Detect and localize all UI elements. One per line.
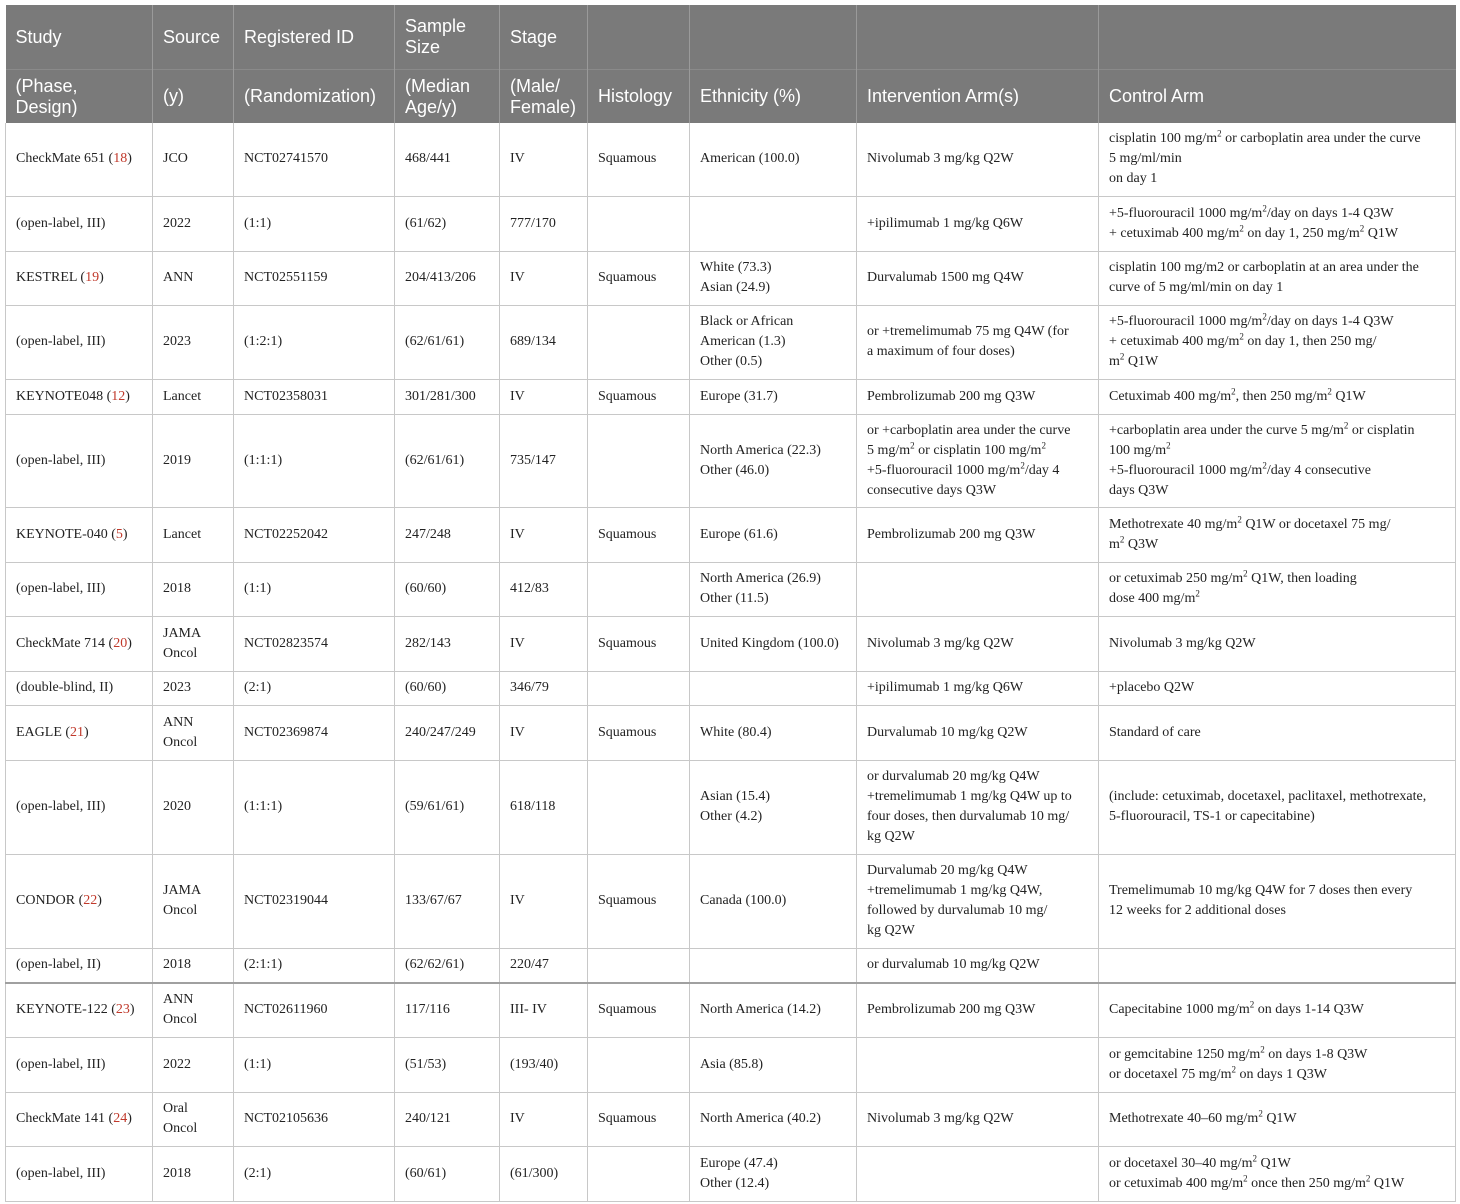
cell-stage: III- IV — [500, 983, 588, 1037]
cell-source: 2020 — [153, 760, 234, 854]
cell-registered-id: NCT02823574 — [234, 616, 395, 671]
table-row — [6, 1092, 1456, 1146]
reference-link[interactable]: 12 — [111, 388, 126, 404]
table-header — [6, 5, 1456, 123]
cell-intervention-arm: or durvalumab 20 mg/kg Q4W +tremelimumab 1 mg/kg Q4W up to four doses, then durvalumab 10 mg/ kg Q2W — [857, 760, 1099, 854]
cell-control-arm: (include: cetuximab, docetaxel, paclitaxel, methotrexate, 5-fluorouracil, TS-1 or capecitabine) — [1099, 760, 1456, 854]
cell-study: CheckMate 141 (24) — [6, 1092, 153, 1146]
cell-control-arm: or gemcitabine 1250 $mg/m^2$ on days 1-8 Q3W or docetaxel 75 $mg/m^2$ on days 1 Q3W — [1099, 1037, 1456, 1092]
cell-intervention-arm: Pembrolizumab 200 mg Q3W — [857, 507, 1099, 562]
cell-sample-size: 282/143 — [395, 616, 500, 671]
cell-intervention-arm: +ipilimumab 1 mg/kg Q6W — [857, 196, 1099, 251]
trials-table — [5, 5, 1456, 1202]
cell-study: KEYNOTE048 (12) — [6, 379, 153, 414]
cell-control-arm: Tremelimumab 10 mg/kg Q4W for 7 doses then every 12 weeks for 2 additional doses — [1099, 854, 1456, 948]
header-year: (y) — [153, 70, 234, 124]
cell-ethnicity: White (80.4) — [690, 705, 857, 760]
cell-study: CheckMate 651 (18) — [6, 123, 153, 196]
cell-control-arm: cisplatin 100 $mg/m^2$ or carboplatin area under the curve 5 mg/ml/min on day 1 — [1099, 123, 1456, 196]
cell-ethnicity: North America (14.2) — [690, 983, 857, 1037]
cell-sample-size: 301/281/300 — [395, 379, 500, 414]
table-row — [6, 562, 1456, 616]
cell-intervention-arm — [857, 562, 1099, 616]
cell-sample-size: (51/53) — [395, 1037, 500, 1092]
cell-source: Oral Oncol — [153, 1092, 234, 1146]
cell-stage: IV — [500, 854, 588, 948]
cell-ethnicity: American (100.0) — [690, 123, 857, 196]
cell-ethnicity: Europe (31.7) — [690, 379, 857, 414]
cell-control-arm: +carboplatin area under the curve 5 $mg/m^2$ or cisplatin 100 $mg/m^2$ +5-fluorouracil 1000 $mg/m^2$/day 4 consecutive days Q3W — [1099, 414, 1456, 507]
cell-control-arm: +5-fluorouracil 1000 $mg/m^2$/day on days 1-4 Q3W + cetuximab 400 $mg/m^2$ on day 1, then 250 mg/ $m^2$ Q1W — [1099, 305, 1456, 379]
table-row — [6, 1037, 1456, 1092]
cell-intervention-arm: Pembrolizumab 200 mg Q3W — [857, 379, 1099, 414]
header-stage: Stage — [500, 5, 588, 70]
cell-source: 2023 — [153, 671, 234, 705]
cell-control-arm: Nivolumab 3 mg/kg Q2W — [1099, 616, 1456, 671]
cell-study: (open-label, III) — [6, 1037, 153, 1092]
cell-study: (double-blind, II) — [6, 671, 153, 705]
header-empty — [1099, 5, 1456, 70]
cell-ethnicity: Europe (61.6) — [690, 507, 857, 562]
cell-registered-id: (1:1:1) — [234, 760, 395, 854]
cell-ethnicity: Asian (15.4) Other (4.2) — [690, 760, 857, 854]
cell-histology — [588, 760, 690, 854]
cell-histology: Squamous — [588, 705, 690, 760]
cell-stage: IV — [500, 616, 588, 671]
reference-link[interactable]: 21 — [70, 724, 85, 740]
cell-stage: IV — [500, 1092, 588, 1146]
cell-intervention-arm: +ipilimumab 1 mg/kg Q6W — [857, 671, 1099, 705]
cell-study: KEYNOTE-122 (23) — [6, 983, 153, 1037]
reference-link[interactable]: 22 — [83, 893, 98, 908]
header-intervention-arms: Intervention Arm(s) — [857, 70, 1099, 124]
cell-sample-size: (61/62) — [395, 196, 500, 251]
cell-sample-size: 468/441 — [395, 123, 500, 196]
reference-link[interactable]: 20 — [113, 635, 128, 651]
cell-sample-size: 240/247/249 — [395, 705, 500, 760]
cell-registered-id: (1:1:1) — [234, 414, 395, 507]
cell-study: KESTREL (19) — [6, 251, 153, 305]
table-body — [6, 123, 1456, 1201]
cell-control-arm: cisplatin 100 mg/m2 or carboplatin at an area under the curve of 5 mg/ml/min on day 1 — [1099, 251, 1456, 305]
cell-ethnicity: North America (22.3) Other (46.0) — [690, 414, 857, 507]
cell-histology: Squamous — [588, 251, 690, 305]
cell-registered-id: NCT02358031 — [234, 379, 395, 414]
cell-control-arm: Methotrexate 40–60 $mg/m^2$ Q1W — [1099, 1092, 1456, 1146]
cell-sample-size: (59/61/61) — [395, 760, 500, 854]
table-row — [6, 305, 1456, 379]
table-row — [6, 854, 1456, 948]
cell-control-arm: or cetuximab 250 $mg/m^2$ Q1W, then loading dose 400 $mg/m^2$ — [1099, 562, 1456, 616]
cell-intervention-arm: Durvalumab 1500 mg Q4W — [857, 251, 1099, 305]
cell-sample-size: 117/116 — [395, 983, 500, 1037]
table-row — [6, 379, 1456, 414]
cell-registered-id: (2:1) — [234, 671, 395, 705]
table-row — [6, 196, 1456, 251]
reference-link[interactable]: 18 — [113, 151, 128, 167]
cell-source: Lancet — [153, 507, 234, 562]
cell-stage: 689/134 — [500, 305, 588, 379]
cell-control-arm: Standard of care — [1099, 705, 1456, 760]
cell-histology — [588, 305, 690, 379]
cell-source: ANN Oncol — [153, 983, 234, 1037]
cell-source: JAMA Oncol — [153, 854, 234, 948]
table-row — [6, 760, 1456, 854]
header-ethnicity: Ethnicity (%) — [690, 70, 857, 124]
cell-sample-size: (60/60) — [395, 562, 500, 616]
reference-link[interactable]: 23 — [115, 1002, 130, 1018]
cell-stage: 220/47 — [500, 948, 588, 983]
reference-link[interactable]: 5 — [115, 526, 123, 542]
cell-histology — [588, 948, 690, 983]
cell-stage: (61/300) — [500, 1146, 588, 1201]
cell-intervention-arm — [857, 1146, 1099, 1201]
cell-sample-size: (60/61) — [395, 1146, 500, 1201]
cell-stage: 412/83 — [500, 562, 588, 616]
cell-intervention-arm — [857, 1037, 1099, 1092]
cell-intervention-arm: or durvalumab 10 mg/kg Q2W — [857, 948, 1099, 983]
cell-ethnicity — [690, 196, 857, 251]
table-row — [6, 123, 1456, 196]
cell-stage: IV — [500, 379, 588, 414]
cell-study: CONDOR (22) — [6, 854, 153, 948]
cell-ethnicity: Europe (47.4) Other (12.4) — [690, 1146, 857, 1201]
cell-registered-id: (1:2:1) — [234, 305, 395, 379]
cell-sample-size: (62/61/61) — [395, 414, 500, 507]
cell-sample-size: (60/60) — [395, 671, 500, 705]
cell-sample-size: 240/121 — [395, 1092, 500, 1146]
cell-registered-id: NCT02105636 — [234, 1092, 395, 1146]
header-median-age: (Median Age/y) — [395, 70, 500, 124]
cell-study: EAGLE (21) — [6, 705, 153, 760]
cell-sample-size: 247/248 — [395, 507, 500, 562]
cell-histology: Squamous — [588, 1092, 690, 1146]
table-row — [6, 1146, 1456, 1201]
cell-stage: IV — [500, 507, 588, 562]
cell-registered-id: NCT02611960 — [234, 983, 395, 1037]
header-registered-id: Registered ID — [234, 5, 395, 70]
cell-intervention-arm: Nivolumab 3 mg/kg Q2W — [857, 1092, 1099, 1146]
cell-control-arm: +placebo Q2W — [1099, 671, 1456, 705]
cell-intervention-arm: Pembrolizumab 200 mg Q3W — [857, 983, 1099, 1037]
cell-registered-id: (1:1) — [234, 196, 395, 251]
cell-study: (open-label, III) — [6, 1146, 153, 1201]
cell-intervention-arm: or +tremelimumab 75 mg Q4W (for a maximum of four doses) — [857, 305, 1099, 379]
cell-study: CheckMate 714 (20) — [6, 616, 153, 671]
cell-ethnicity — [690, 948, 857, 983]
header-empty — [588, 5, 690, 70]
cell-source: 2018 — [153, 948, 234, 983]
reference-link[interactable]: 19 — [85, 270, 100, 285]
table-row — [6, 948, 1456, 983]
cell-control-arm — [1099, 948, 1456, 983]
cell-stage: IV — [500, 123, 588, 196]
cell-registered-id: NCT02252042 — [234, 507, 395, 562]
table-row — [6, 616, 1456, 671]
header-control-arm: Control Arm — [1099, 70, 1456, 124]
cell-ethnicity: United Kingdom (100.0) — [690, 616, 857, 671]
cell-registered-id: (2:1:1) — [234, 948, 395, 983]
cell-ethnicity: Asia (85.8) — [690, 1037, 857, 1092]
cell-histology — [588, 196, 690, 251]
cell-histology — [588, 1037, 690, 1092]
cell-histology — [588, 671, 690, 705]
cell-source: 2022 — [153, 196, 234, 251]
cell-stage: 777/170 — [500, 196, 588, 251]
cell-source: ANN Oncol — [153, 705, 234, 760]
cell-intervention-arm: Durvalumab 10 mg/kg Q2W — [857, 705, 1099, 760]
cell-source: JAMA Oncol — [153, 616, 234, 671]
cell-histology — [588, 414, 690, 507]
cell-ethnicity: North America (40.2) — [690, 1092, 857, 1146]
cell-histology — [588, 1146, 690, 1201]
cell-stage: 618/118 — [500, 760, 588, 854]
table-row — [6, 705, 1456, 760]
cell-stage: 346/79 — [500, 671, 588, 705]
cell-sample-size: 204/413/206 — [395, 251, 500, 305]
cell-ethnicity: Canada (100.0) — [690, 854, 857, 948]
cell-source: 2022 — [153, 1037, 234, 1092]
cell-ethnicity: White (73.3) Asian (24.9) — [690, 251, 857, 305]
cell-registered-id: (2:1) — [234, 1146, 395, 1201]
reference-link[interactable]: 24 — [113, 1111, 128, 1126]
cell-stage: (193/40) — [500, 1037, 588, 1092]
cell-study: (open-label, III) — [6, 305, 153, 379]
cell-histology: Squamous — [588, 616, 690, 671]
cell-stage: IV — [500, 251, 588, 305]
cell-source: JCO — [153, 123, 234, 196]
cell-ethnicity: Black or African American (1.3) Other (0.5) — [690, 305, 857, 379]
header-randomization: (Randomization) — [234, 70, 395, 124]
cell-source: 2019 — [153, 414, 234, 507]
header-row-1 — [6, 5, 1456, 70]
cell-intervention-arm: Durvalumab 20 mg/kg Q4W +tremelimumab 1 mg/kg Q4W, followed by durvalumab 10 mg/ kg Q2W — [857, 854, 1099, 948]
cell-source: 2018 — [153, 562, 234, 616]
cell-histology: Squamous — [588, 379, 690, 414]
cell-sample-size: 133/67/67 — [395, 854, 500, 948]
table-row — [6, 251, 1456, 305]
cell-source: 2023 — [153, 305, 234, 379]
header-empty — [857, 5, 1099, 70]
cell-intervention-arm: or +carboplatin area under the curve 5 $mg/m^2$ or cisplatin 100 $mg/m^2$ +5-fluorouracil 1000 $mg/m^2$/day 4 consecutive days Q3W — [857, 414, 1099, 507]
cell-stage: 735/147 — [500, 414, 588, 507]
header-sample-size: Sample Size — [395, 5, 500, 70]
cell-control-arm: +5-fluorouracil 1000 $mg/m^2$/day on days 1-4 Q3W + cetuximab 400 $mg/m^2$ on day 1, 250 $mg/m^2$ Q1W — [1099, 196, 1456, 251]
header-empty — [690, 5, 857, 70]
cell-ethnicity: North America (26.9) Other (11.5) — [690, 562, 857, 616]
cell-ethnicity — [690, 671, 857, 705]
cell-intervention-arm: Nivolumab 3 mg/kg Q2W — [857, 616, 1099, 671]
cell-registered-id: NCT02369874 — [234, 705, 395, 760]
header-phase-design: (Phase, Design) — [6, 70, 153, 124]
table-row — [6, 414, 1456, 507]
cell-histology: Squamous — [588, 507, 690, 562]
cell-study: (open-label, III) — [6, 196, 153, 251]
cell-registered-id: NCT02741570 — [234, 123, 395, 196]
cell-source: 2018 — [153, 1146, 234, 1201]
cell-study: (open-label, III) — [6, 414, 153, 507]
cell-sample-size: (62/61/61) — [395, 305, 500, 379]
cell-histology: Squamous — [588, 983, 690, 1037]
cell-stage: IV — [500, 705, 588, 760]
cell-sample-size: (62/62/61) — [395, 948, 500, 983]
cell-control-arm: or docetaxel 30–40 $mg/m^2$ Q1W or cetuximab 400 $mg/m^2$ once then 250 $mg/m^2$ Q1W — [1099, 1146, 1456, 1201]
cell-histology — [588, 562, 690, 616]
header-histology: Histology — [588, 70, 690, 124]
cell-histology: Squamous — [588, 123, 690, 196]
cell-study: (open-label, III) — [6, 760, 153, 854]
header-male-female: (Male/ Female) — [500, 70, 588, 124]
header-row-2 — [6, 70, 1456, 124]
cell-control-arm: Capecitabine 1000 $mg/m^2$ on days 1-14 Q3W — [1099, 983, 1456, 1037]
cell-registered-id: (1:1) — [234, 562, 395, 616]
cell-registered-id: NCT02551159 — [234, 251, 395, 305]
cell-study: (open-label, II) — [6, 948, 153, 983]
table-row — [6, 983, 1456, 1037]
header-study: Study — [6, 5, 153, 70]
table-row — [6, 507, 1456, 562]
cell-registered-id: NCT02319044 — [234, 854, 395, 948]
cell-histology: Squamous — [588, 854, 690, 948]
cell-intervention-arm: Nivolumab 3 mg/kg Q2W — [857, 123, 1099, 196]
cell-source: Lancet — [153, 379, 234, 414]
cell-registered-id: (1:1) — [234, 1037, 395, 1092]
table-row — [6, 671, 1456, 705]
cell-control-arm: Methotrexate 40 $mg/m^2$ Q1W or docetaxel 75 mg/ $m^2$ Q3W — [1099, 507, 1456, 562]
cell-study: (open-label, III) — [6, 562, 153, 616]
cell-source: ANN — [153, 251, 234, 305]
header-source: Source — [153, 5, 234, 70]
table-container — [5, 5, 1455, 1202]
cell-control-arm: Cetuximab 400 $mg/m^2$, then 250 $mg/m^2$ Q1W — [1099, 379, 1456, 414]
cell-study: KEYNOTE-040 (5) — [6, 507, 153, 562]
